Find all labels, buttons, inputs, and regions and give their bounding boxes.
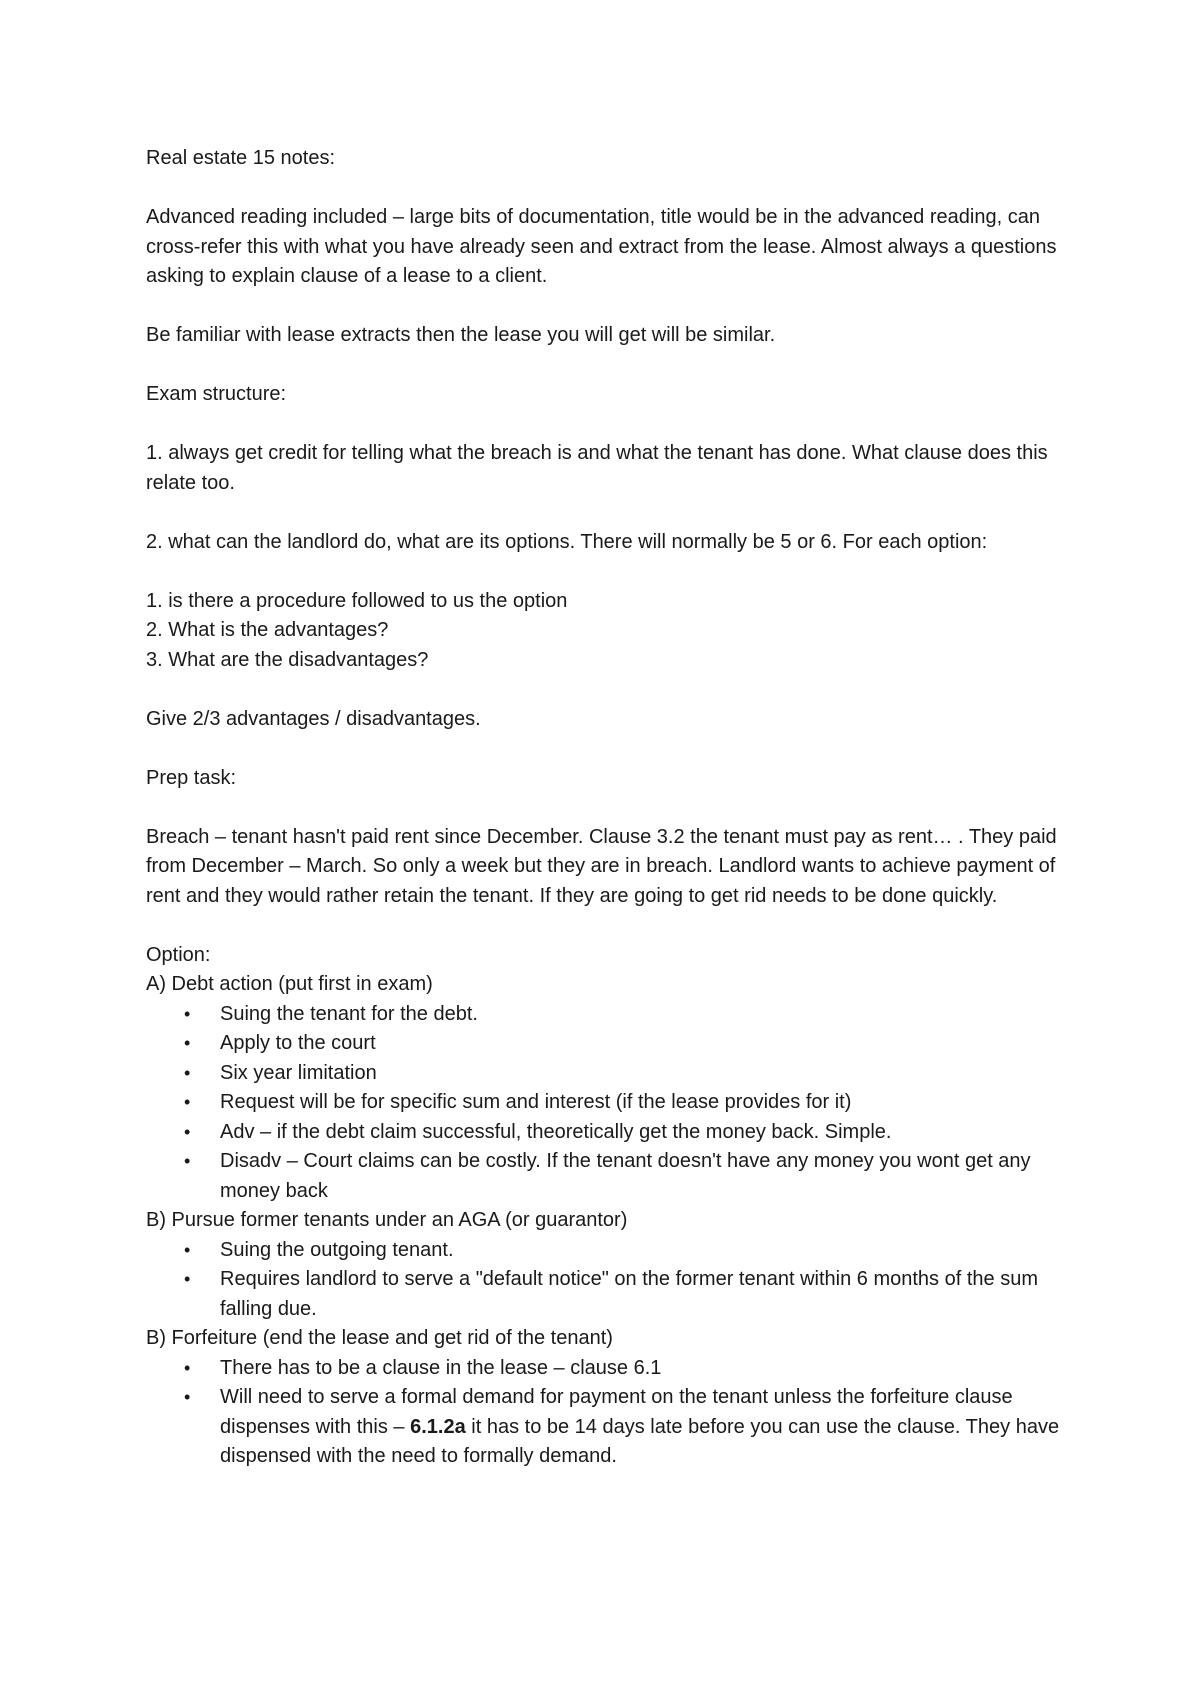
options-heading: Option: xyxy=(146,943,211,966)
document-page xyxy=(146,144,1076,1472)
exam-point-1: 1. always get credit for telling what the breach is and what the tenant has done. What clause does this relate too. xyxy=(146,442,1048,494)
exam-subpoint-2: 2. What is the advantages? xyxy=(146,619,389,641)
list-item: • Suing the tenant for the debt. xyxy=(146,1000,1076,1030)
option-a-title: A) Debt action (put first in exam) xyxy=(146,973,433,995)
prep-breach-paragraph: Breach – tenant hasn't paid rent since December. Clause 3.2 the tenant must pay as rent… . They paid from December – March. So only a week but they are in breach. Landlord wants to achieve payment of rent and they would rather retain the tenant. If they are going to get rid needs to be done quickly. xyxy=(146,825,1057,907)
clause-reference: 6.1.2a xyxy=(410,1415,466,1438)
list-item: • Suing the outgoing tenant. xyxy=(146,1236,1076,1266)
exam-subpoint-3: 3. What are the disadvantages? xyxy=(146,648,429,671)
exam-advice: Give 2/3 advantages / disadvantages. xyxy=(146,707,481,730)
option-forfeiture-title: B) Forfeiture (end the lease and get rid of the tenant) xyxy=(146,1327,613,1349)
prep-task-heading: Prep task: xyxy=(146,766,237,789)
exam-structure-heading: Exam structure: xyxy=(146,383,287,405)
intro-paragraph-2: Be familiar with lease extracts then the lease you will get will be similar. xyxy=(146,324,776,346)
list-item: • Requires landlord to serve a "default notice" on the former tenant within 6 months of the sum falling due. xyxy=(146,1265,1076,1324)
list-item-text: it has to be 14 days late before you can use the clause. They have dispensed with the need to formally demand. xyxy=(220,1415,1060,1467)
list-item: • Request will be for specific sum and interest (if the lease provides for it) xyxy=(146,1088,1076,1118)
option-a-list xyxy=(146,1000,1076,1207)
list-item: • Apply to the court xyxy=(146,1029,1076,1059)
list-item: • There has to be a clause in the lease – clause 6.1 xyxy=(146,1354,1076,1384)
list-item xyxy=(146,1383,1076,1472)
list-item: • Six year limitation xyxy=(146,1059,1076,1089)
option-b-list xyxy=(146,1236,1076,1325)
list-item: • Disadv – Court claims can be costly. If the tenant doesn't have any money you wont get any money back xyxy=(146,1147,1076,1206)
document-title: Real estate 15 notes: xyxy=(146,147,336,169)
exam-subpoint-1: 1. is there a procedure followed to us the option xyxy=(146,589,568,612)
list-item-text: Will need to serve a formal demand for payment on the tenant unless the forfeiture clause dispenses with this – xyxy=(220,1386,1013,1438)
exam-point-2: 2. what can the landlord do, what are its options. There will normally be 5 or 6. For each option: xyxy=(146,530,988,553)
intro-paragraph: Advanced reading included – large bits of documentation, title would be in the advanced reading, can cross-refer this with what you have already seen and extract from the lease. Almost always a questions asking to explain clause of a lease to a client. xyxy=(146,206,1057,287)
list-item: • Adv – if the debt claim successful, theoretically get the money back. Simple. xyxy=(146,1118,1076,1148)
option-forfeiture-list xyxy=(146,1354,1076,1472)
option-b-title: B) Pursue former tenants under an AGA (or guarantor) xyxy=(146,1209,628,1231)
